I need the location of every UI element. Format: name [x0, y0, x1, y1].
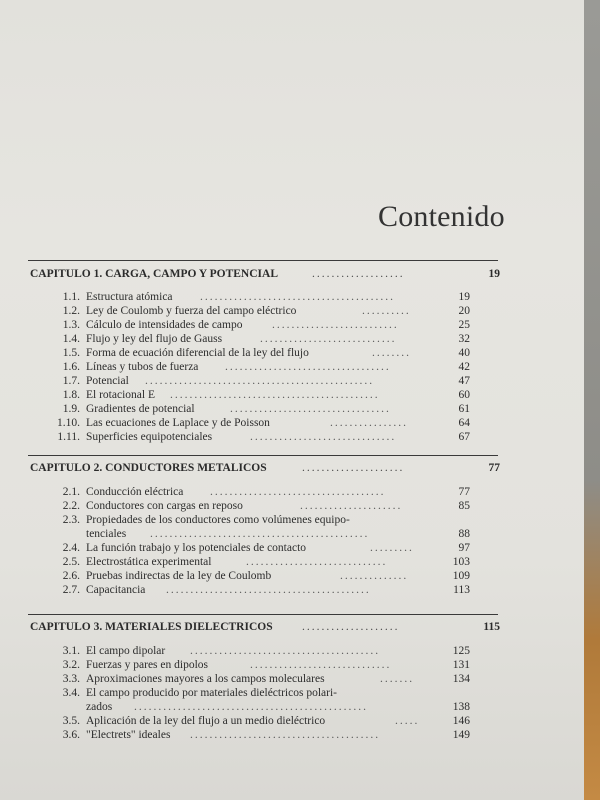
toc-entry: 1.7. Potencial ............................................... 47 — [62, 375, 470, 387]
chapter-page: 19 — [488, 268, 500, 280]
toc-entry: 1.10. Las ecuaciones de Laplace y de Poisson ................ 64 — [57, 417, 470, 429]
toc-entry: 3.3. Aproximaciones mayores a los campos moleculares ....... 134 — [62, 673, 470, 685]
toc-entry: 3.2. Fuerzas y pares en dipolos ............................. 131 — [62, 659, 470, 671]
page-edge — [584, 0, 600, 800]
chapter-rule — [28, 614, 498, 615]
toc-entry: 2.3. Propiedades de los conductores como volúmenes equipo- — [62, 514, 350, 526]
toc-entry: 1.9. Gradientes de potencial ................................. 61 — [62, 403, 470, 415]
chapter-heading — [30, 462, 500, 480]
chapter-rule — [28, 455, 498, 456]
toc-entry: 2.1. Conducción eléctrica .................................... 77 — [62, 486, 470, 498]
toc-entry: 3.1. El campo dipolar ....................................... 125 — [62, 645, 470, 657]
leader-dots: ..................... — [302, 462, 405, 474]
toc-entry: 1.8. El rotacional E ........................................... 60 — [62, 389, 470, 401]
toc-entry: 1.2. Ley de Coulomb y fuerza del campo eléctrico .......... 20 — [62, 305, 470, 317]
toc-entry: 1.5. Forma de ecuación diferencial de la ley del flujo ........ 40 — [62, 347, 470, 359]
page-title: Contenido — [378, 200, 505, 233]
chapter-heading — [30, 268, 500, 286]
chapter-page: 115 — [483, 621, 500, 633]
toc-entry: 3.5. Aplicación de la ley del flujo a un medio dieléctrico ..... 146 — [62, 715, 470, 727]
toc-entry: 2.7. Capacitancia .......................................... 113 — [62, 584, 470, 596]
chapter-label: CAPITULO 3. MATERIALES DIELECTRICOS — [30, 621, 273, 633]
chapter-rule — [28, 260, 498, 261]
chapter-label: CAPITULO 2. CONDUCTORES METALICOS — [30, 462, 267, 474]
toc-entry: 3.6. "Electrets" ideales ....................................... 149 — [62, 729, 470, 741]
toc-entry: 2.5. Electrostática experimental ............................. 103 — [62, 556, 470, 568]
toc-entry: 3.4. El campo producido por materiales dieléctricos polari- — [62, 687, 337, 699]
toc-entry: 1.4. Flujo y ley del flujo de Gauss ............................ 32 — [62, 333, 470, 345]
chapter-label: CAPITULO 1. CARGA, CAMPO Y POTENCIAL — [30, 268, 278, 280]
toc-entry: 1.6. Líneas y tubos de fuerza .................................. 42 — [62, 361, 470, 373]
toc-entry: 2.6. Pruebas indirectas de la ley de Coulomb .............. 109 — [62, 570, 470, 582]
toc-entry: 2.2. Conductores con cargas en reposo ..................... 85 — [62, 500, 470, 512]
leader-dots: ................... — [312, 268, 405, 280]
toc-entry: tenciales ............................................. 88 — [86, 528, 470, 540]
toc-entry: 1.3. Cálculo de intensidades de campo .......................... 25 — [62, 319, 470, 331]
chapter-page: 77 — [488, 462, 500, 474]
chapter-heading — [30, 621, 500, 639]
toc-entry: 1.1. Estructura atómica ........................................ 19 — [62, 291, 470, 303]
toc-entry: 1.11. Superficies equipotenciales .............................. 67 — [57, 431, 470, 443]
toc-entry: 2.4. La función trabajo y los potenciales de contacto ......... 97 — [62, 542, 470, 554]
toc-entry: zados ................................................ 138 — [86, 701, 470, 713]
leader-dots: .................... — [302, 621, 400, 633]
